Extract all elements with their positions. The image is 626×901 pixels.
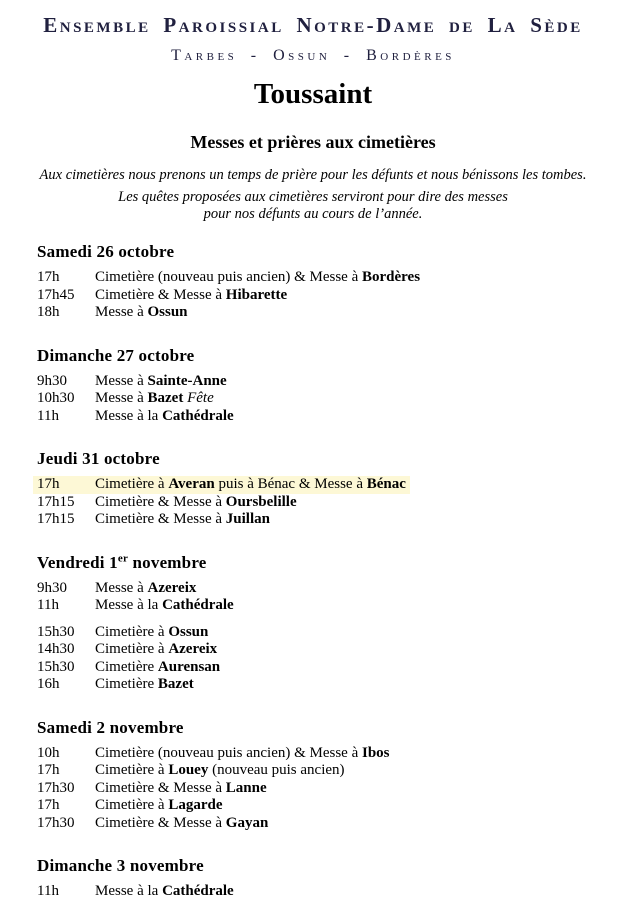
description-text: Cimetière à xyxy=(95,476,169,492)
day-section xyxy=(37,242,626,322)
schedule-row xyxy=(33,815,272,833)
day-heading: Vendredi 1er novembre xyxy=(37,551,207,572)
time-label: 14h30 xyxy=(37,641,75,657)
row-description xyxy=(95,494,297,512)
description-text: Cimetière & Messe à xyxy=(95,286,226,303)
time-label: 15h30 xyxy=(37,658,75,675)
place-name: Oursbelille xyxy=(225,493,297,510)
place-name: Juillan xyxy=(225,511,270,527)
time-label: 17h15 xyxy=(37,511,75,527)
row-description xyxy=(95,780,267,798)
place-name: Cathédrale xyxy=(162,407,234,424)
time-label: 17h xyxy=(37,762,60,778)
page-title: Toussaint xyxy=(253,78,373,110)
day-heading: Samedi 26 octobre xyxy=(37,242,175,261)
time-label: 16h xyxy=(37,676,60,692)
row-description xyxy=(95,883,234,901)
place-name: Ibos xyxy=(362,744,390,761)
schedule-row xyxy=(33,780,271,798)
schedule-row xyxy=(33,676,198,694)
day-heading: Samedi 2 novembre xyxy=(37,717,184,737)
time-label: 17h30 xyxy=(37,779,75,796)
schedule-row xyxy=(33,408,238,426)
description-text: Cimetière & Messe à xyxy=(95,779,226,796)
schedule-row xyxy=(33,883,238,901)
description-text: puis à Bénac & Messe à xyxy=(214,476,367,492)
day-section xyxy=(37,449,626,529)
schedule-row xyxy=(33,745,394,763)
schedule-row-highlighted xyxy=(33,476,410,494)
description-text: Cimetière à xyxy=(95,641,169,657)
schedule-row xyxy=(33,511,274,529)
place-name: Hibarette xyxy=(225,286,288,303)
ordinal-superscript: er xyxy=(117,551,129,564)
row-description xyxy=(95,624,208,642)
place-name: Aurensan xyxy=(157,658,221,675)
place-name: Ossun xyxy=(168,623,209,640)
schedule-row xyxy=(33,287,291,305)
time-label: 17h xyxy=(37,269,60,285)
time-label: 17h15 xyxy=(37,493,75,510)
description-text: Cimetière (nouveau puis ancien) & Messe à xyxy=(95,744,362,761)
description-text: Messe à xyxy=(95,390,148,406)
place-name: Averan xyxy=(168,476,215,492)
schedule-row xyxy=(33,304,192,322)
time-label: 17h xyxy=(37,797,60,813)
place-name: Bazet xyxy=(157,676,194,692)
time-label: 11h xyxy=(37,883,59,899)
place-name: Bénac xyxy=(366,476,406,492)
row-description xyxy=(95,597,234,615)
schedule-row xyxy=(33,659,224,677)
place-name: Azereix xyxy=(168,641,218,657)
parish-name-heading: Ensemble Paroissial Notre-Dame de La Sède xyxy=(43,13,583,37)
place-name: Louey xyxy=(168,762,209,778)
time-label: 17h30 xyxy=(37,814,75,831)
day-heading: Jeudi 31 octobre xyxy=(37,449,160,468)
place-name: Bordères xyxy=(362,269,421,285)
place-name: Cathédrale xyxy=(162,597,234,613)
description-text: Cimetière à xyxy=(95,762,169,778)
row-description xyxy=(95,408,234,426)
place-name: Gayan xyxy=(225,814,269,831)
time-label: 15h30 xyxy=(37,623,75,640)
schedule-row xyxy=(33,269,424,287)
description-text: Cimetière xyxy=(95,658,158,675)
description-text: Cimetière à xyxy=(95,623,169,640)
row-description xyxy=(95,373,227,391)
day-section xyxy=(37,346,626,426)
place-name: Bazet xyxy=(147,390,184,406)
schedule-row xyxy=(33,624,212,642)
place-name: Lanne xyxy=(225,779,267,796)
row-description xyxy=(95,745,390,763)
day-section xyxy=(37,553,626,694)
schedule-row xyxy=(33,373,231,391)
row-description xyxy=(95,580,196,598)
row-description xyxy=(95,641,217,659)
place-name: Sainte-Anne xyxy=(147,372,227,389)
day-heading: Dimanche 27 octobre xyxy=(37,345,195,365)
day-heading: Dimanche 3 novembre xyxy=(37,856,204,875)
time-label: 9h30 xyxy=(37,372,67,389)
schedule-row xyxy=(33,797,226,815)
row-description xyxy=(95,287,287,305)
day-section xyxy=(37,856,626,901)
schedule-row xyxy=(33,390,218,408)
row-description xyxy=(95,390,214,408)
place-name: Azereix xyxy=(147,579,197,596)
row-description xyxy=(95,815,268,833)
description-text: Messe à la xyxy=(95,407,163,424)
row-description xyxy=(95,797,222,815)
schedule-row xyxy=(33,762,349,780)
towns-subheading: Tarbes - Ossun - Bordères xyxy=(171,47,455,64)
description-text: Cimetière & Messe à xyxy=(95,814,226,831)
row-description xyxy=(95,511,270,529)
time-label: 18h xyxy=(37,304,60,320)
description-text: Cimetière & Messe à xyxy=(95,511,226,527)
time-label: 11h xyxy=(37,407,59,424)
description-text: Cimetière (nouveau puis ancien) & Messe à xyxy=(95,269,362,285)
row-description xyxy=(95,659,220,677)
row-description xyxy=(95,762,345,780)
time-label: 10h xyxy=(37,744,60,761)
row-description xyxy=(95,676,194,694)
place-name: Cathédrale xyxy=(162,883,234,899)
day-section xyxy=(37,718,626,833)
schedule-row xyxy=(33,597,238,615)
schedule-row xyxy=(33,494,301,512)
place-name: Lagarde xyxy=(168,797,223,813)
time-label: 17h45 xyxy=(37,286,75,303)
description-text: (nouveau puis ancien) xyxy=(208,762,345,778)
intro-line-1: Aux cimetières nous prenons un temps de prière pour les défunts et nous bénissons les tombes. xyxy=(39,167,587,183)
intro-line-2: Les quêtes proposées aux cimetières serviront pour dire des messes xyxy=(118,189,508,205)
schedule-row xyxy=(33,641,221,659)
description-text: Cimetière xyxy=(95,676,158,692)
description-text: Cimetière & Messe à xyxy=(95,493,226,510)
description-text: Messe à la xyxy=(95,883,163,899)
time-label: 9h30 xyxy=(37,579,67,596)
row-description xyxy=(95,476,406,494)
description-text: Messe à xyxy=(95,372,148,389)
schedule-row xyxy=(33,580,200,598)
row-description xyxy=(95,269,420,287)
intro-line-3: pour nos défunts au cours de l’année. xyxy=(203,206,423,222)
time-label: 10h30 xyxy=(37,390,75,406)
description-text: Messe à xyxy=(95,579,148,596)
schedule-sections xyxy=(37,242,626,901)
description-text: Messe à la xyxy=(95,597,163,613)
time-label: 11h xyxy=(37,597,59,613)
row-description xyxy=(95,304,188,322)
note-italic: Fête xyxy=(187,390,214,406)
time-label: 17h xyxy=(37,476,60,492)
description-text: Cimetière à xyxy=(95,797,169,813)
description-text: Messe à xyxy=(95,304,148,320)
document-subtitle: Messes et prières aux cimetières xyxy=(190,132,436,152)
place-name: Ossun xyxy=(147,304,188,320)
